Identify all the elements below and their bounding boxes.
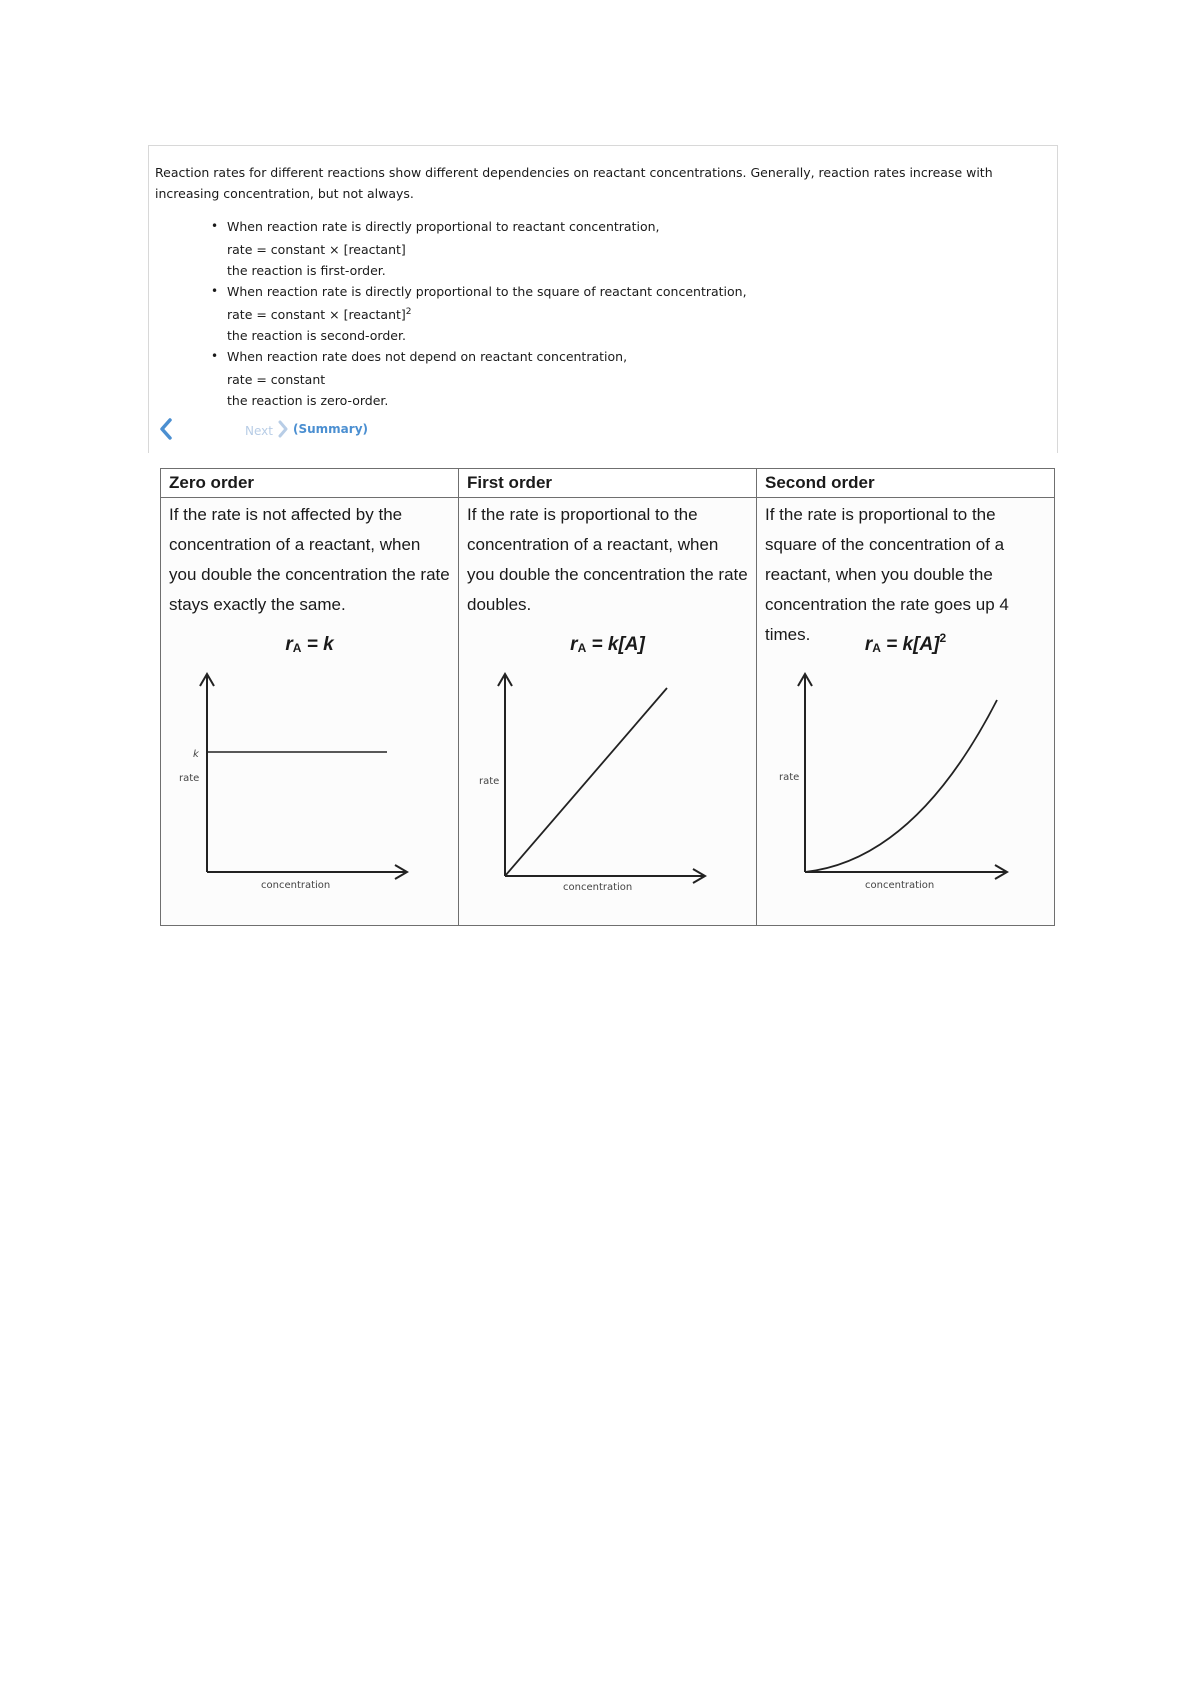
description: If the rate is proportional to the square of the concentration of a reactant, when you double the concentration the rate goes up 4 times. [765, 505, 1009, 644]
bullet-icon: • [211, 349, 219, 364]
reaction-order-table [160, 468, 1055, 926]
intro-paragraph: Reaction rates for different reactions show different dependencies on reactant concentrations. Generally, reaction rates increase with increasing concentration, but not always. [155, 165, 993, 201]
zero-order-graph [169, 660, 449, 890]
x-axis-label: concentration [865, 880, 935, 890]
y-axis-label: rate [779, 772, 800, 783]
rule-formula: rate = constant × [reactant]$^2$ [227, 307, 412, 323]
next-button[interactable] [245, 420, 289, 438]
rate-equation: rA = k [285, 634, 334, 655]
next-label: Next [245, 424, 273, 438]
x-axis-label: concentration [563, 882, 633, 890]
bullet-icon: • [211, 284, 219, 299]
first-order-graph [467, 660, 747, 890]
column-header-second-order: Second order [757, 469, 1055, 498]
rule-second-order [211, 281, 1057, 346]
x-axis-label: concentration [261, 880, 331, 890]
column-header-first-order: First order [459, 469, 757, 498]
rule-condition: When reaction rate is directly proportional to reactant concentration, [227, 219, 660, 234]
y-axis-label: rate [179, 773, 200, 784]
rule-zero-order [211, 346, 1057, 411]
previous-button[interactable] [157, 418, 175, 440]
rate-rules-list [155, 216, 1057, 411]
rate-curve [805, 700, 997, 872]
y-axis-label: rate [479, 776, 500, 787]
rule-condition: When reaction rate does not depend on reactant concentration, [227, 349, 628, 365]
summary-link[interactable]: (Summary) [293, 422, 368, 436]
second-order-graph [765, 660, 1045, 890]
rate-curve [505, 688, 667, 876]
table-header-row [161, 469, 1055, 498]
cell-first-order [459, 498, 757, 926]
chevron-left-icon [157, 418, 175, 440]
cell-zero-order [161, 498, 459, 926]
rule-formula: rate = constant [227, 372, 326, 388]
table-row [161, 498, 1055, 926]
description: If the rate is proportional to the concentration of a reactant, when you double the concentration the rate doubles. [467, 505, 748, 614]
column-header-zero-order: Zero order [161, 469, 459, 498]
rule-conclusion: the reaction is zero-order. [227, 393, 389, 409]
rate-equation: rA = $k[A]^2$ [864, 631, 947, 655]
rate-equation: rA = k[A] [570, 634, 645, 655]
k-label: k [193, 749, 199, 760]
chevron-right-icon [277, 420, 289, 438]
rule-condition: When reaction rate is directly proportional to the square of reactant concentration, [227, 284, 747, 300]
cell-second-order [757, 498, 1055, 926]
content-panel [148, 145, 1058, 453]
rule-conclusion: the reaction is first-order. [227, 263, 386, 279]
rule-first-order [211, 216, 1057, 281]
description: If the rate is not affected by the concentration of a reactant, when you double the concentration the rate stays exactly the same. [169, 505, 450, 614]
rule-conclusion: the reaction is second-order. [227, 328, 406, 344]
rule-formula: rate = constant × [reactant] [227, 242, 406, 258]
bullet-icon: • [211, 219, 219, 233]
